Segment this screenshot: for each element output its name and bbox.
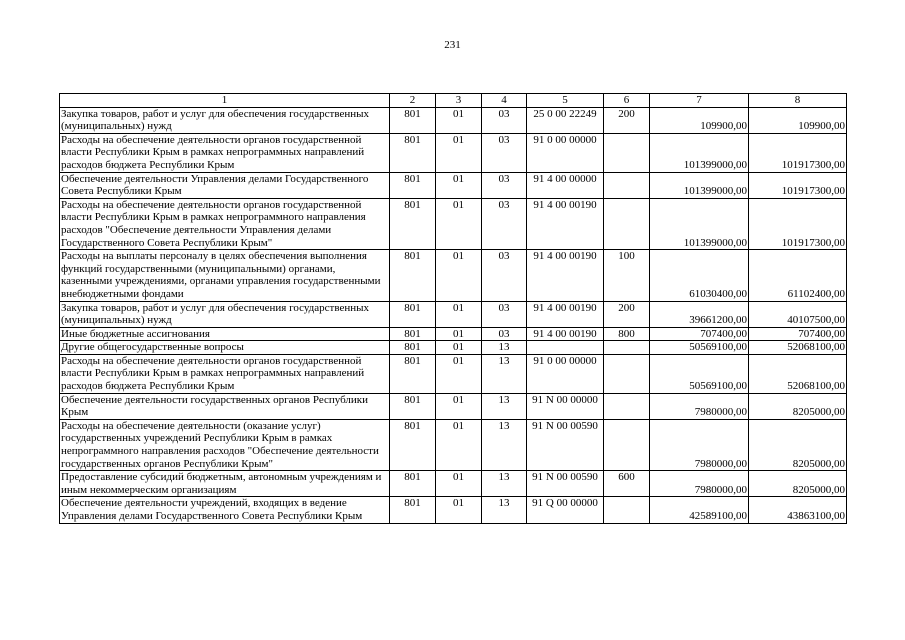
amount-col7-cell: 39661200,00 (650, 301, 749, 327)
header-cell: 4 (482, 94, 527, 108)
row-name-cell: Другие общегосударственные вопросы (60, 341, 390, 355)
section-code-cell: 01 (436, 497, 482, 523)
ministry-code-cell: 801 (390, 497, 436, 523)
section-code-cell: 01 (436, 301, 482, 327)
row-name-cell: Закупка товаров, работ и услуг для обеспечения государственных (муниципальных) нужд (60, 301, 390, 327)
target-article-cell: 25 0 00 22249 (527, 107, 604, 133)
page-number: 231 (444, 39, 461, 51)
section-code-cell: 01 (436, 354, 482, 393)
target-article-cell (527, 341, 604, 355)
ministry-code-cell: 801 (390, 341, 436, 355)
amount-col7-cell: 707400,00 (650, 327, 749, 341)
subsection-code-cell: 03 (482, 198, 527, 249)
target-article-cell: 91 N 00 00590 (527, 419, 604, 470)
table-row (60, 497, 847, 523)
table-row (60, 471, 847, 497)
ministry-code-cell: 801 (390, 419, 436, 470)
subsection-code-cell: 03 (482, 107, 527, 133)
row-name-cell: Расходы на обеспечение деятельности (оказание услуг) государственных учреждений Республики Крым в рамках непрограммного направления расходов "Обеспечение деятельности государственных органов Республики Крым" (60, 419, 390, 470)
amount-col8-cell: 101917300,00 (749, 133, 847, 172)
section-code-cell: 01 (436, 198, 482, 249)
table-row (60, 133, 847, 172)
expense-type-cell: 100 (604, 250, 650, 301)
amount-col7-cell: 7980000,00 (650, 419, 749, 470)
row-name-cell: Закупка товаров, работ и услуг для обеспечения государственных (муниципальных) нужд (60, 107, 390, 133)
ministry-code-cell: 801 (390, 471, 436, 497)
row-name-cell: Обеспечение деятельности Управления делами Государственного Совета Республики Крым (60, 172, 390, 198)
expense-type-cell: 200 (604, 107, 650, 133)
amount-col7-cell: 101399000,00 (650, 198, 749, 249)
target-article-cell: 91 Q 00 00000 (527, 497, 604, 523)
section-code-cell: 01 (436, 341, 482, 355)
header-cell: 6 (604, 94, 650, 108)
ministry-code-cell: 801 (390, 133, 436, 172)
expense-type-cell (604, 198, 650, 249)
amount-col8-cell: 8205000,00 (749, 471, 847, 497)
row-name-cell: Расходы на выплаты персоналу в целях обеспечения выполнения функций государственными (муниципальными) органами, казенными учреждениями, органами управления государственными внебюджетными фондами (60, 250, 390, 301)
table-row (60, 419, 847, 470)
subsection-code-cell: 13 (482, 354, 527, 393)
section-code-cell: 01 (436, 471, 482, 497)
ministry-code-cell: 801 (390, 250, 436, 301)
expense-type-cell: 200 (604, 301, 650, 327)
header-cell: 5 (527, 94, 604, 108)
amount-col7-cell: 50569100,00 (650, 354, 749, 393)
expense-type-cell (604, 341, 650, 355)
amount-col8-cell: 707400,00 (749, 327, 847, 341)
subsection-code-cell: 03 (482, 327, 527, 341)
amount-col7-cell: 50569100,00 (650, 341, 749, 355)
subsection-code-cell: 03 (482, 172, 527, 198)
amount-col7-cell: 7980000,00 (650, 471, 749, 497)
row-name-cell: Предоставление субсидий бюджетным, автономным учреждениям и иным некоммерческим организациям (60, 471, 390, 497)
table-row (60, 172, 847, 198)
ministry-code-cell: 801 (390, 393, 436, 419)
amount-col7-cell: 101399000,00 (650, 133, 749, 172)
target-article-cell: 91 N 00 00000 (527, 393, 604, 419)
expense-type-cell (604, 497, 650, 523)
ministry-code-cell: 801 (390, 198, 436, 249)
budget-table (59, 93, 847, 524)
row-name-cell: Расходы на обеспечение деятельности органов государственной власти Республики Крым в рамках непрограммного направления расходов "Обеспечение деятельности Управления делами Государственного Совета Республики Крым" (60, 198, 390, 249)
amount-col8-cell: 40107500,00 (749, 301, 847, 327)
target-article-cell: 91 4 00 00190 (527, 301, 604, 327)
subsection-code-cell: 13 (482, 393, 527, 419)
target-article-cell: 91 0 00 00000 (527, 354, 604, 393)
section-code-cell: 01 (436, 107, 482, 133)
ministry-code-cell: 801 (390, 107, 436, 133)
amount-col8-cell: 61102400,00 (749, 250, 847, 301)
amount-col8-cell: 101917300,00 (749, 198, 847, 249)
table-row (60, 341, 847, 355)
ministry-code-cell: 801 (390, 172, 436, 198)
subsection-code-cell: 03 (482, 250, 527, 301)
row-name-cell: Обеспечение деятельности государственных органов Республики Крым (60, 393, 390, 419)
expense-type-cell: 800 (604, 327, 650, 341)
header-cell: 8 (749, 94, 847, 108)
expense-type-cell: 600 (604, 471, 650, 497)
ministry-code-cell: 801 (390, 327, 436, 341)
row-name-cell: Расходы на обеспечение деятельности органов государственной власти Республики Крым в рамках непрограммных направлений расходов бюджета Республики Крым (60, 354, 390, 393)
target-article-cell: 91 4 00 00190 (527, 198, 604, 249)
amount-col7-cell: 109900,00 (650, 107, 749, 133)
amount-col7-cell: 7980000,00 (650, 393, 749, 419)
amount-col8-cell: 52068100,00 (749, 341, 847, 355)
table-row (60, 198, 847, 249)
expense-type-cell (604, 393, 650, 419)
amount-col8-cell: 52068100,00 (749, 354, 847, 393)
target-article-cell: 91 N 00 00590 (527, 471, 604, 497)
section-code-cell: 01 (436, 133, 482, 172)
amount-col7-cell: 42589100,00 (650, 497, 749, 523)
amount-col8-cell: 101917300,00 (749, 172, 847, 198)
subsection-code-cell: 13 (482, 497, 527, 523)
section-code-cell: 01 (436, 393, 482, 419)
subsection-code-cell: 03 (482, 301, 527, 327)
section-code-cell: 01 (436, 419, 482, 470)
table-row (60, 250, 847, 301)
table-row (60, 393, 847, 419)
amount-col8-cell: 43863100,00 (749, 497, 847, 523)
section-code-cell: 01 (436, 172, 482, 198)
amount-col8-cell: 109900,00 (749, 107, 847, 133)
section-code-cell: 01 (436, 327, 482, 341)
amount-col8-cell: 8205000,00 (749, 393, 847, 419)
target-article-cell: 91 4 00 00000 (527, 172, 604, 198)
target-article-cell: 91 4 00 00190 (527, 250, 604, 301)
row-name-cell: Обеспечение деятельности учреждений, входящих в ведение Управления делами Государственного Совета Республики Крым (60, 497, 390, 523)
table-row (60, 354, 847, 393)
expense-type-cell (604, 133, 650, 172)
amount-col7-cell: 101399000,00 (650, 172, 749, 198)
target-article-cell: 91 4 00 00190 (527, 327, 604, 341)
header-cell: 1 (60, 94, 390, 108)
target-article-cell: 91 0 00 00000 (527, 133, 604, 172)
header-cell: 2 (390, 94, 436, 108)
table-row (60, 301, 847, 327)
ministry-code-cell: 801 (390, 301, 436, 327)
amount-col7-cell: 61030400,00 (650, 250, 749, 301)
table-row (60, 107, 847, 133)
subsection-code-cell: 03 (482, 133, 527, 172)
expense-type-cell (604, 419, 650, 470)
row-name-cell: Расходы на обеспечение деятельности органов государственной власти Республики Крым в рамках непрограммных направлений расходов бюджета Республики Крым (60, 133, 390, 172)
expense-type-cell (604, 354, 650, 393)
amount-col8-cell: 8205000,00 (749, 419, 847, 470)
table-row (60, 327, 847, 341)
header-cell: 3 (436, 94, 482, 108)
ministry-code-cell: 801 (390, 354, 436, 393)
expense-type-cell (604, 172, 650, 198)
row-name-cell: Иные бюджетные ассигнования (60, 327, 390, 341)
subsection-code-cell: 13 (482, 419, 527, 470)
section-code-cell: 01 (436, 250, 482, 301)
subsection-code-cell: 13 (482, 471, 527, 497)
table-body (60, 107, 847, 523)
header-cell: 7 (650, 94, 749, 108)
subsection-code-cell: 13 (482, 341, 527, 355)
table-header-row (60, 94, 847, 108)
